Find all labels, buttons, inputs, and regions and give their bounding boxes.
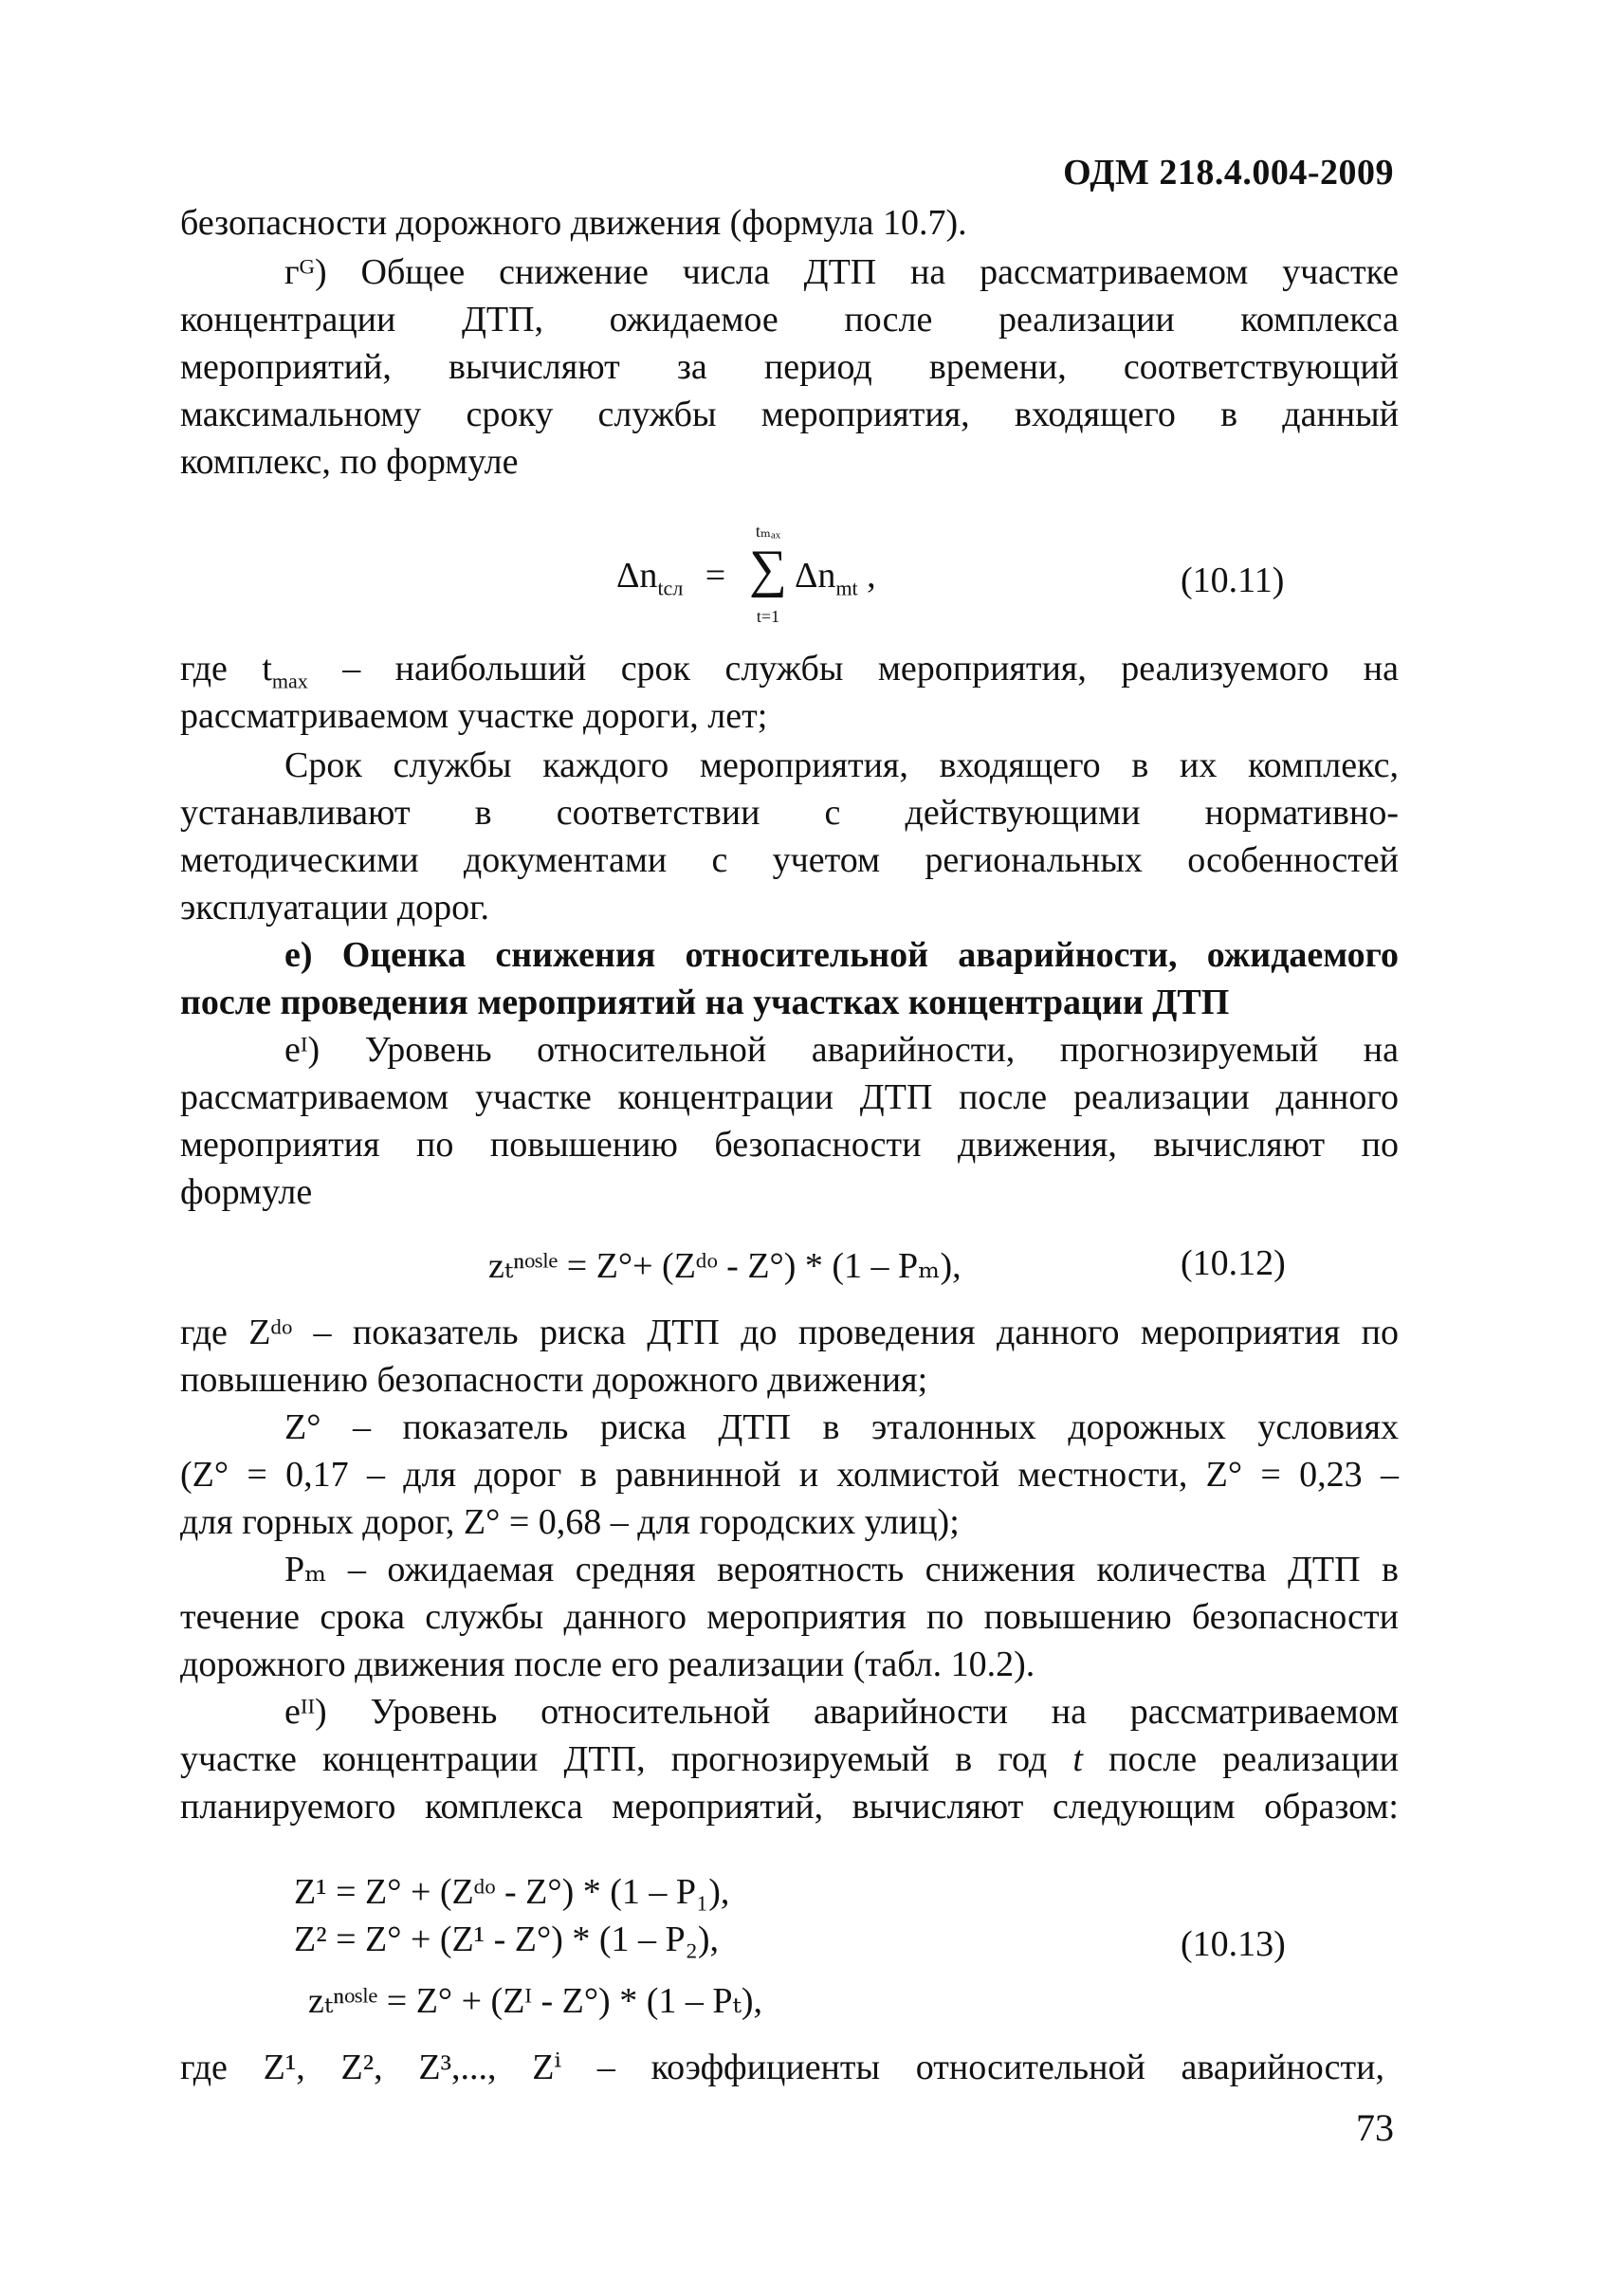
text-line: мероприятия по повышению безопасности движения, вычисляют по: [180, 1125, 1399, 1165]
page-number: 73: [1356, 2106, 1394, 2149]
formula-10-13-line-3: zₜⁿᵒˢˡᵉ = Z° + (Zᴵ - Z°) * (1 – Pₜ),: [308, 1981, 763, 2021]
formula-10-13-line-1: Z¹ = Z° + (Zᵈᵒ - Z°) * (1 – P₁),: [294, 1872, 730, 1912]
text-line: (Z° = 0,17 – для дорог в равнинной и холмистой местности, Z° = 0,23 –: [180, 1455, 1399, 1495]
formula-10-13-line-2: Z² = Z° + (Z¹ - Z°) * (1 – P₂),: [294, 1919, 720, 1959]
text-line: эксплуатации дорог.: [180, 888, 489, 928]
section-heading: е) Оценка снижения относительной аварийности, ожидаемого: [284, 935, 1399, 975]
formula-10-12: zₜⁿᵒˢˡᵉ = Z°+ (Zᵈᵒ - Z°) * (1 – Pₘ),: [488, 1246, 962, 1286]
text-line: мероприятий, вычисляют за период времени, соответствующий: [180, 347, 1399, 387]
text-line: Z° – показатель риска ДТП в эталонных дорожных условиях: [284, 1407, 1399, 1447]
formula-10-11-rhs: $\Delta n_{mt}$ ,: [795, 556, 876, 600]
text-line: рассматриваемом участке дороги, лет;: [180, 696, 768, 736]
text-line: устанавливают в соответствии с действующими нормативно-: [180, 793, 1399, 833]
text-line: течение срока службы данного мероприятия по повышению безопасности: [180, 1597, 1399, 1637]
text-line: для горных дорог, Z° = 0,68 – для городских улиц);: [180, 1502, 960, 1542]
document-page: ОДМ 218.4.004-2009 безопасности дорожного движения (формула 10.7). гᴳ) Общее снижение числа ДТП на рассматриваемом участке концентрации ДТП, ожидаемое после реализации комплекса мероприятий, вычисляют за период времени, соответствующий максимальному сроку службы мероприятия, входящего в данный комплекс, по формуле $\Delta n_{tсл}$ = tₘₐₓ ∑ t=1 $\Delta n_{mt}$ , (10.11) где $t_{max}$ – наибольший срок службы мероприятия, реализуемого на рассматриваемом участке дороги, лет; Срок службы каждого мероприятия, входящего в их комплекс, устанавливают в соответствии с действующими нормативно- методическими документами с учетом региональных особенностей эксплуатации дорог. е) Оценка снижения относительной аварийности, ожидаемого после проведения мероприятий на участках концентрации ДТП еᴵ) Уровень относительной аварийности, прогнозируемый на рассматриваемом участке концентрации ДТП после реализации данного мероприятия по повышению безопасности движения, вычисляют по формуле zₜⁿᵒˢˡᵉ = Z°+ (Zᵈᵒ - Z°) * (1 – Pₘ), (10.12) где Zᵈᵒ – показатель риска ДТП до проведения данного мероприятия по повышению безопасности дорожного движения; Z° – показатель риска ДТП в эталонных дорожных условиях (Z° = 0,17 – для дорог в равнинной и холмистой местности, Z° = 0,23 – для горных дорог, Z° = 0,68 – для городских улиц); Pₘ – ожидаемая средняя вероятность снижения количества ДТП в течение срока службы данного мероприятия по повышению безопасности дорожного движения после его реализации (табл. 10.2). еᴵᴵ) Уровень относительной аварийности на рассматриваемом участке концентрации ДТП, прогнозируемый в год t после реализации планируемого комплекса мероприятий, вычисляют следующим образом: Z¹ = Z° + (Zᵈᵒ - Z°) * (1 – P₁), Z² = Z° + (Z¹ - Z°) * (1 – P₂), (10.13) zₜⁿᵒˢˡᵉ = Z° + (Zᴵ - Z°) * (1 – Pₜ), где Z¹, Z², Z³,..., Zⁱ – коэффициенты относительной аварийности, 73: [180, 153, 1399, 2149]
text-line: еᴵᴵ) Уровень относительной аварийности на рассматриваемом: [284, 1692, 1399, 1732]
text-line: безопасности дорожного движения (формула 10.7).: [180, 203, 967, 243]
text-line: еᴵ) Уровень относительной аварийности, прогнозируемый на: [284, 1030, 1399, 1070]
text-line: Pₘ – ожидаемая средняя вероятность снижения количества ДТП в: [284, 1550, 1399, 1589]
section-heading: после проведения мероприятий на участках концентрации ДТП: [180, 983, 1230, 1022]
equation-number: (10.12): [1181, 1243, 1286, 1283]
text-line: методическими документами с учетом региональных особенностей: [180, 840, 1399, 880]
text-line: планируемого комплекса мероприятий, вычисляют следующим образом:: [180, 1787, 1399, 1827]
text-line: комплекс, по формуле: [180, 442, 519, 482]
text-line: повышению безопасности дорожного движения;: [180, 1360, 928, 1400]
equation-number: (10.11): [1181, 560, 1285, 600]
text-line: максимальному сроку службы мероприятия, входящего в данный: [180, 395, 1399, 434]
text-line: гᴳ) Общее снижение числа ДТП на рассматриваемом участке: [284, 252, 1399, 292]
text-line: где Z¹, Z², Z³,..., Zⁱ – коэффициенты относительной аварийности,: [180, 2048, 1384, 2087]
text-line: участке концентрации ДТП, прогнозируемый в год t после реализации: [180, 1739, 1399, 1779]
text-line: формуле: [180, 1172, 313, 1212]
text-line: где $t_{max}$ – наибольший срок службы мероприятия, реализуемого на: [180, 649, 1399, 693]
document-code-header: ОДМ 218.4.004-2009: [1063, 153, 1394, 193]
text-line: дорожного движения после его реализации (табл. 10.2).: [180, 1644, 1035, 1684]
text-line: где Zᵈᵒ – показатель риска ДТП до проведения данного мероприятия по: [180, 1313, 1399, 1352]
equation-number: (10.13): [1181, 1924, 1286, 1964]
text-line: Срок службы каждого мероприятия, входящего в их комплекс,: [284, 745, 1399, 785]
text-line: концентрации ДТП, ожидаемое после реализации комплекса: [180, 300, 1399, 340]
formula-10-11-lhs: $\Delta n_{tсл}$ =: [616, 556, 726, 600]
text-line: рассматриваемом участке концентрации ДТП после реализации данного: [180, 1077, 1399, 1117]
